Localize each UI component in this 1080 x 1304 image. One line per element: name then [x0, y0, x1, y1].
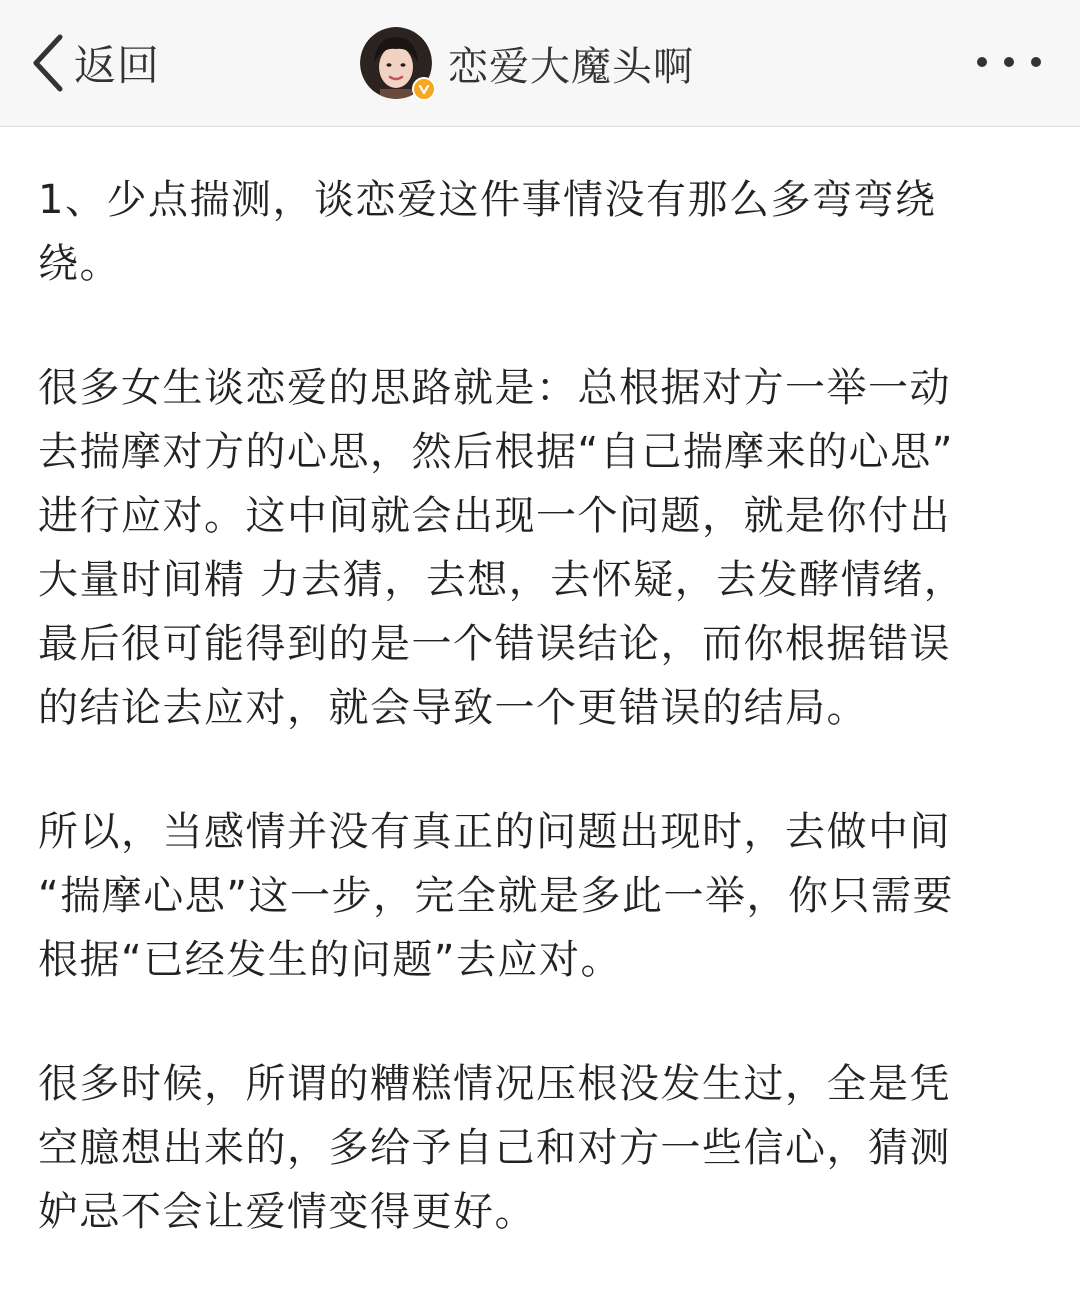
more-options-button[interactable]: [974, 44, 1044, 80]
author-username[interactable]: 恋爱大魔头啊: [448, 43, 694, 90]
chevron-left-icon: [30, 33, 66, 93]
verified-badge-icon: [412, 77, 436, 101]
post-paragraph-1: 1、少点揣测，谈恋爱这件事情没有那么多弯弯绕 绕。: [38, 177, 937, 287]
back-label: 返回: [74, 41, 161, 90]
post-paragraph-2: 很多女生谈恋爱的思路就是：总根据对方一举一动 去揣摩对方的心思，然后根据“自己揣摩来的心思” 进行应对。这中间就会出现一个问题，就是你付出 大量时间精 力去猜，去想，去怀疑，去发酵情绪， 最后很可能得到的是一个错误结论，而你根据错误 的结论去应对，就会导致一个更错误的结局。: [38, 365, 966, 731]
post-content: [38, 168, 1048, 1304]
back-button[interactable]: [30, 30, 160, 96]
post-paragraph-4: 很多时候，所谓的糟糕情况压根没发生过，全是凭 空臆想出来的，多给予自己和对方一些信心，猜测 妒忌不会让爱情变得更好。: [38, 1061, 951, 1235]
top-navigation-bar: [0, 0, 1080, 127]
more-horizontal-icon: [974, 44, 1044, 80]
avatar[interactable]: [360, 27, 432, 99]
post-paragraph-3: 所以，当感情并没有真正的问题出现时，去做中间 “揣摩心思”这一步，完全就是多此一举，你只需要 根据“已经发生的问题”去应对。: [38, 809, 954, 983]
author-profile[interactable]: [360, 26, 694, 100]
